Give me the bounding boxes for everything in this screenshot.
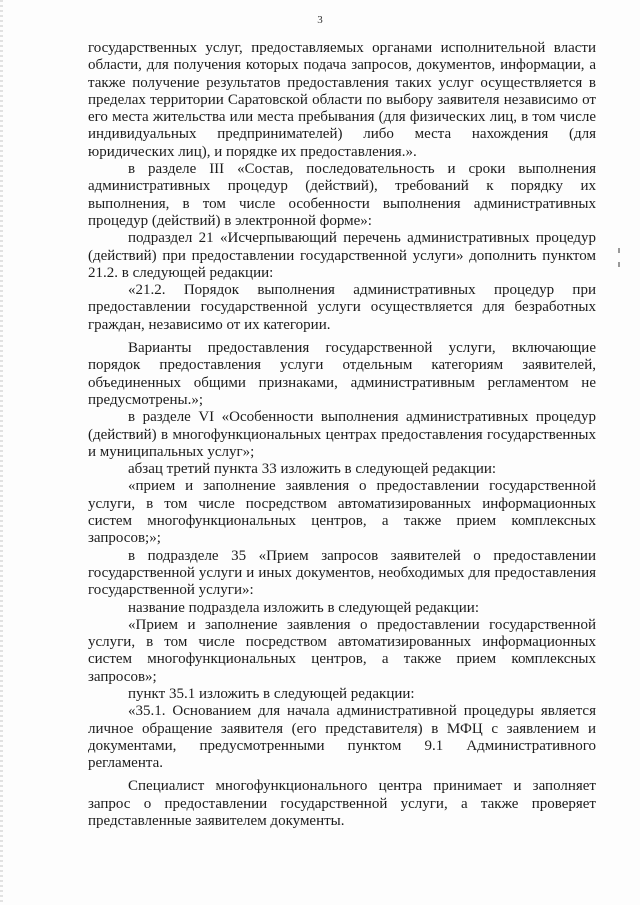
paragraph: абзац третий пункта 33 изложить в следующей редакции:	[128, 461, 497, 478]
paragraph: в разделе III «Состав, последовательность и сроки выполнения административных процедур (действий), требований к порядку их выполнения, в том числе особенности выполнения административных процедур (действий) в электронной форме»:	[88, 161, 596, 229]
paragraph: «35.1. Основанием для начала административной процедуры является личное обращение заявителя (его представителя) в МФЦ с заявлением и документами, предусмотренными пунктом 9.1 Административного регламента.	[88, 703, 596, 772]
page-number: 3	[317, 14, 323, 26]
paragraph: в подразделе 35 «Прием запросов заявителей о предоставлении государственной услуги и иных документов, необходимых для предоставления государственной услуги»:	[88, 547, 596, 599]
paragraph: пункт 35.1 изложить в следующей редакции:	[128, 685, 415, 702]
paragraph: в разделе VI «Особенности выполнения административных процедур (действий) в многофункциональных центрах предоставления государственных и муниципальных услуг»;	[88, 409, 596, 460]
paragraph: подраздел 21 «Исчерпывающий перечень административных процедур (действий) при предоставлении государственной услуги» дополнить пунктом 21.2. в следующей редакции:	[88, 230, 596, 281]
paragraph: «прием и заполнение заявления о предоставлении государственной услуги, в том числе посредством автоматизированных информационных систем многофункциональных центров, а также прием комплексных запросов;»;	[88, 478, 596, 547]
paragraph: «21.2. Порядок выполнения административных процедур при предоставлении государственной услуги осуществляется для безработных граждан, независимо от их категории.	[88, 282, 596, 333]
margin-mark	[618, 262, 620, 267]
margin-mark	[618, 248, 620, 253]
paragraph: Специалист многофункционального центра принимает и заполняет запрос о предоставлении государственной услуги, а также проверяет представленные заявителем документы.	[88, 778, 596, 830]
scan-edge	[0, 0, 3, 905]
paragraph: Варианты предоставления государственной услуги, включающие порядок предоставления услуги отдельным категориям заявителей, объединенных общими признаками, административным регламентом не предусмотрены.»;	[88, 340, 596, 408]
paragraph: «Прием и заполнение заявления о предоставлении государственной услуги, в том числе посредством автоматизированных информационных систем многофункциональных центров, а также прием комплексных запросов»;	[88, 616, 596, 685]
paragraph: государственных услуг, предоставляемых органами исполнительной власти области, для получения которых подача запросов, документов, информации, а также получение результатов предоставления таких услуг осуществляется в пределах территории Саратовской области по выбору заявителя независимо от его места жительства или места пребывания (для физических лиц, в том числе индивидуальных предпринимателей) либо места нахождения (для юридических лиц), и порядке их предоставления.».	[88, 40, 596, 160]
document-body	[88, 40, 596, 830]
paragraph: название подраздела изложить в следующей редакции:	[128, 599, 479, 616]
